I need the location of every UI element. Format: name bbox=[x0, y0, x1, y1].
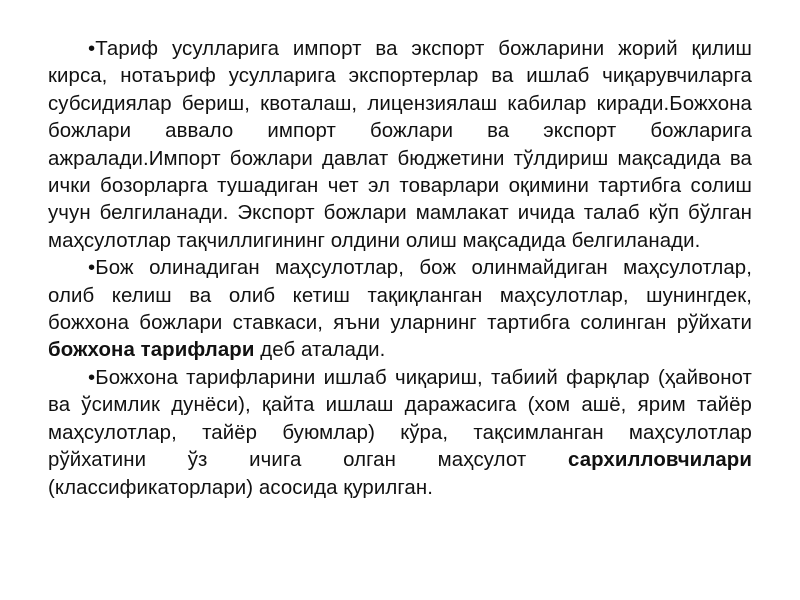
paragraph-3-text-start: •Божхона тарифларини ишлаб чиқариш, табиий фарқлар (ҳайвонот ва ўсимлик дунёси), қайта ишлаш даражасига (хом ашё, ярим тайёр маҳсулотлар, тайёр буюмлар) кўра, тақсимланган маҳсулотлар рўйхатини ўз ичига олган маҳсулот bbox=[48, 366, 752, 472]
paragraph-3-text-end: (классификаторлари) асосида қурилган. bbox=[48, 476, 433, 499]
paragraph-2-text-end: деб аталади. bbox=[254, 339, 386, 362]
paragraph-2-bold-term: божхона тарифлари bbox=[48, 339, 255, 362]
paragraph-tariff-classification bbox=[48, 365, 752, 502]
paragraph-3-bold-term: сархилловчилари bbox=[568, 449, 752, 472]
paragraph-1-text: •Тариф усулларига импорт ва экспорт божларини жорий қилиш кирса, нотаъриф усулларига экспортерлар ва ишлаб чиқарувчиларга субсидиялар бериш, квоталаш, лицензиялаш кабилар киради.Божхона божлари аввало импорт божлари ва экспорт божларига ажралади.Импорт божлари давлат бюджетини тўлдириш мақсадида ва ички бозорларга тушадиган чет эл товарлари оқимини тартибга солиш учун белгиланади. Экспорт божлари мамлакат ичида талаб кўп бўлган маҳсулотлар тақчиллигининг олдини олиш мақсадида белгиланади. bbox=[48, 38, 752, 252]
paragraph-customs-tariffs-definition bbox=[48, 255, 752, 365]
paragraph-tariff-methods bbox=[48, 36, 752, 255]
paragraph-2-text-start: •Бож олинадиган маҳсулотлар, бож олинмайдиган маҳсулотлар, олиб келиш ва олиб кетиш тақиқланган маҳсулотлар, шунингдек, божхона божлари ставкаси, яъни уларнинг тартибга солинган рўйхати bbox=[48, 257, 752, 335]
